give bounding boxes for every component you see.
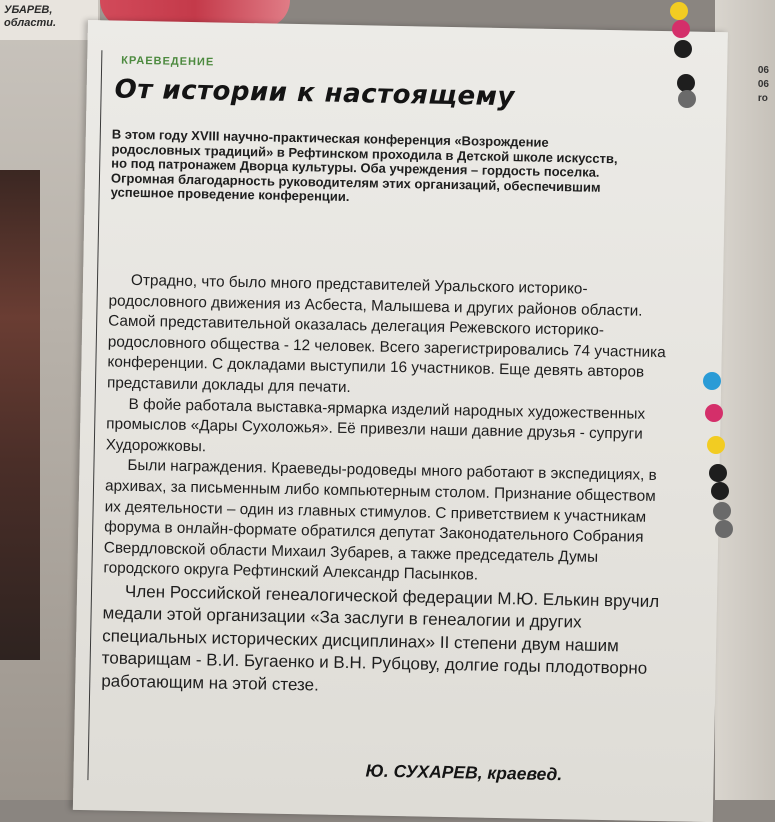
previous-page-header-line: области. xyxy=(4,17,57,29)
article-rubric: КРАЕВЕДЕНИЕ xyxy=(121,54,215,69)
registration-mark xyxy=(674,40,692,58)
article-paragraph: В фойе работала выставка-ярмарка изделий народных художественных промыслов «Дары Сухоложья». Её привезли наши давние друзья - супруги Худорожковы. xyxy=(105,395,646,456)
article-signature: Ю. СУХАРЕВ, краевед. xyxy=(365,760,563,785)
registration-mark xyxy=(707,436,725,454)
registration-mark xyxy=(678,90,696,108)
previous-page-header xyxy=(0,0,98,40)
next-page-fragment: ro xyxy=(757,93,768,104)
article-lead: В этом году XVIII научно-практическая конференция «Возрождение родословных традиций» в Рефтинском проходила в Детской школе искусств, но под патронажем Дворца культуры. Оба учреждения – гордость поселка. Огромная благодарность руководителям этих организаций, обеспечившим успешное проведение конференции. xyxy=(110,126,618,205)
registration-mark xyxy=(670,2,688,20)
registration-mark xyxy=(703,372,721,390)
next-page-fragment: 06 xyxy=(757,79,769,90)
article-paragraph: Отрадно, что было много представителей Уральского историко-родословного движения из Асбеста, Малышева и других районов области. Самой представительной оказалась делегация Режевского историко-родословного общества - 12 человек. Всего зарегистрировались 74 участника конференции. С докладами выступили 16 участников. Еще девять авторов представили доклады для печати. xyxy=(106,271,666,397)
previous-page-header-line: УБАРЕВ, xyxy=(4,4,53,16)
article-title: От истории к настоящему xyxy=(114,74,516,113)
registration-mark xyxy=(713,502,731,520)
next-page-fragment: 06 xyxy=(757,65,769,76)
registration-mark xyxy=(672,20,690,38)
registration-mark xyxy=(705,404,723,422)
registration-mark xyxy=(709,464,727,482)
registration-mark xyxy=(711,482,729,500)
newspaper-page xyxy=(73,20,728,822)
column-rule xyxy=(87,50,102,780)
article-paragraph: Член Российской генеалогической федерации М.Ю. Елькин вручил медали этой организации «За заслуги в генеалогии и других специальных исторических дисциплинах» II степени двум нашим товарищам - В.И. Бугаенко и В.Н. Рубцову, долгие годы плодотворно работающим на этой стезе. xyxy=(101,581,660,695)
article-paragraph: Были награждения. Краеведы-родоведы много работают в экспедициях, в архивах, за письменным либо компьютерным столом. Признание обществом их деятельности – один из главных стимулов. С приветствием к участникам форума в онлайн-формате обратился депутат Законодательного Собрания Свердловской области Михаил Зубарев, а также председатель Думы городского округа Рефтинский Александр Пасынков. xyxy=(103,457,657,584)
article-body xyxy=(101,270,669,703)
previous-page-photo xyxy=(0,170,40,660)
registration-mark xyxy=(715,520,733,538)
